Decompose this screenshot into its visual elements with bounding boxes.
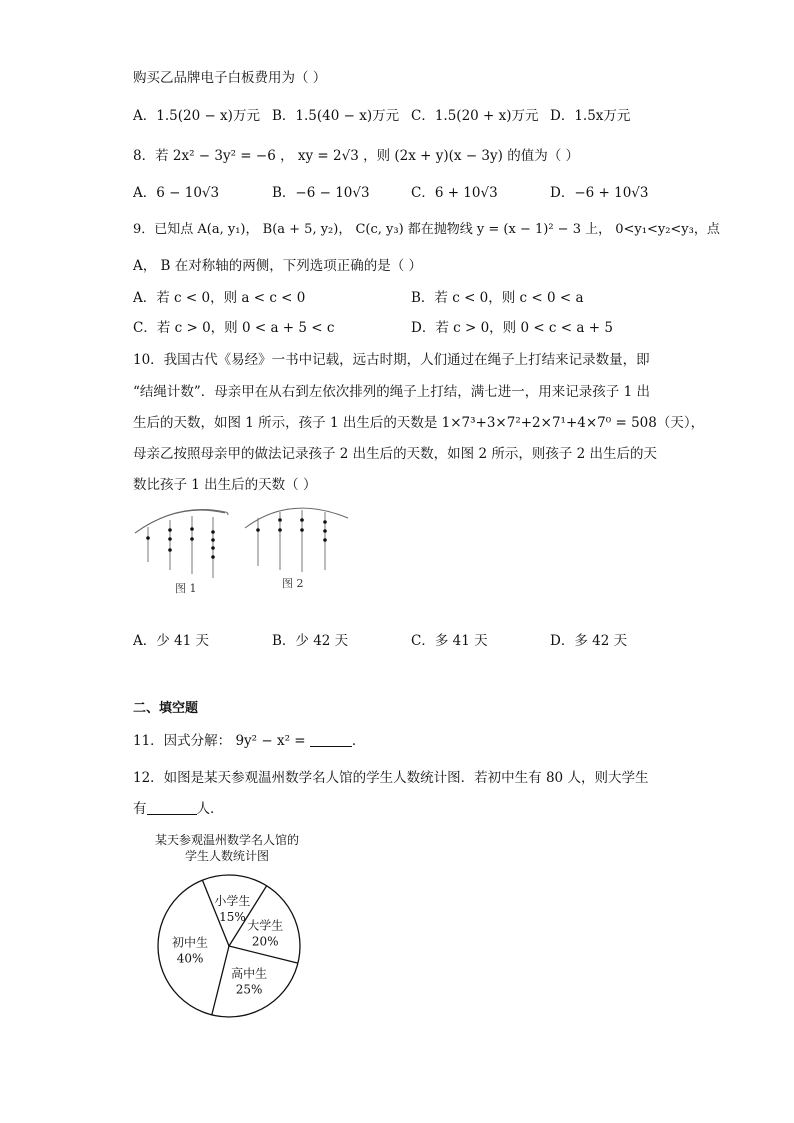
q12-prefix: 有 — [133, 801, 147, 817]
section-heading: 二、填空题 — [133, 701, 199, 716]
pie-label-high-school: 高中生 — [231, 966, 268, 981]
figure-1 — [135, 510, 228, 595]
pie-chart — [140, 828, 320, 1018]
pie-value-primary: 15% — [219, 910, 246, 925]
fig1-knot — [190, 527, 194, 531]
q9-line1: 9．已知点 A(a, y₁)， B(a + 5, y₂)， C(c, y₃) 都在抛物线 y = (x − 1)² − 3 上， 0<y₁<y₂<y₃，点 — [133, 222, 720, 237]
q9-option-d: D．若 c > 0，则 0 < c < a + 5 — [411, 320, 613, 336]
q12-suffix: 人． — [196, 801, 224, 817]
q11-prefix: 11．因式分解： 9y² − x² = — [133, 733, 306, 749]
fig2-knot — [323, 538, 327, 542]
fig1-knot — [168, 537, 172, 541]
fig1-rope-arc — [135, 510, 228, 533]
q7-option-d: D．1.5x万元 — [550, 108, 631, 124]
q9-option-c: C．若 c > 0，则 0 < a + 5 < c — [133, 320, 335, 336]
fig1-knot — [211, 555, 215, 559]
q11-suffix: ． — [351, 733, 366, 749]
q8-stem: 8．若 2x² − 3y² = −6 ， xy = 2√3 ，则 (2x + y)(x − 3y) 的值为（ ） — [133, 148, 579, 164]
q12-line1: 12．如图是某天参观温州数学名人馆的学生人数统计图．若初中生有 80 人，则大学生 — [133, 770, 649, 786]
q11-answer-blank[interactable] — [310, 732, 352, 747]
pie-value-middle-school: 40% — [176, 951, 204, 966]
q10-line2: “结绳计数”．母亲甲在从右到左依次排列的绳子上打结，满七进一，用来记录孩子 1 出 — [133, 384, 650, 400]
fig2-knot — [300, 528, 304, 532]
pie-label-middle-school: 初中生 — [172, 935, 209, 950]
fig2-knot — [278, 518, 282, 522]
q10-option-d: D．多 42 天 — [550, 633, 628, 649]
q10-line5: 数比孩子 1 出生后的天数（ ） — [133, 477, 317, 493]
q7-option-a: A．1.5(20 − x)万元 — [133, 108, 260, 124]
q9-option-b: B．若 c < 0，则 c < 0 < a — [411, 290, 584, 306]
fig1-knot — [168, 548, 172, 552]
pie-labels — [172, 893, 283, 996]
fig1-knot — [146, 536, 150, 540]
pie-label-primary: 小学生 — [214, 894, 251, 909]
pie-value-university: 20% — [251, 934, 279, 949]
chart-title-line2: 学生人数统计图 — [184, 849, 270, 863]
q10-line4: 母亲乙按照母亲甲的做法记录孩子 2 出生后的天数，如图 2 所示，则孩子 2 出生后的天 — [133, 446, 658, 462]
fig1-knot — [190, 537, 194, 541]
q10-line3: 生后的天数，如图 1 所示，孩子 1 出生后的天数是 1×7³+3×7²+2×7¹+4×7⁰ = 508（天）， — [133, 415, 705, 431]
fig2-knot — [323, 520, 327, 524]
q10-line1: 10．我国古代《易经》一书中记载，远古时期，人们通过在绳子上打结来记录数量，即 — [133, 352, 650, 368]
q8-option-a: A．6 − 10√3 — [133, 185, 220, 201]
fig2-arc — [245, 508, 348, 528]
q12-answer-blank[interactable] — [147, 800, 197, 815]
q11-line — [133, 729, 365, 749]
knot-figures — [130, 500, 360, 605]
fig1-knot — [211, 546, 215, 550]
q10-option-b: B．少 42 天 — [272, 633, 349, 649]
q10-option-a: A．少 41 天 — [133, 633, 210, 649]
q7-tail-text: 购买乙品牌电子白板费用为（ ） — [133, 70, 327, 86]
q8-option-d: D．−6 + 10√3 — [550, 185, 649, 201]
q8-option-b: B．−6 − 10√3 — [272, 185, 370, 201]
pie-label-university: 大学生 — [247, 918, 284, 933]
chart-title-line1: 某天参观温州数学名人馆的 — [154, 833, 300, 847]
fig2-label: 图 2 — [282, 577, 304, 590]
fig1-label: 图 1 — [175, 582, 197, 595]
pie-slice-middle-school-edge — [212, 946, 229, 1015]
pie-value-high-school: 25% — [235, 982, 263, 997]
q10-option-c: C．多 41 天 — [411, 633, 488, 649]
pie-slice-high-school-edge — [229, 946, 298, 963]
fig2-knot — [278, 528, 282, 532]
q7-option-b: B．1.5(40 − x)万元 — [272, 108, 400, 124]
fig2-knot — [300, 518, 304, 522]
q9-option-a: A．若 c < 0，则 a < c < 0 — [133, 290, 306, 306]
fig1-knot — [211, 538, 215, 542]
q12-line2 — [133, 797, 224, 817]
q7-option-c: C．1.5(20 + x)万元 — [411, 108, 539, 124]
fig2-knot — [323, 529, 327, 533]
q8-option-c: C．6 + 10√3 — [411, 185, 498, 201]
fig1-knot — [168, 528, 172, 532]
figure-2 — [245, 508, 348, 590]
q9-line2: A， B 在对称轴的两侧，下列选项正确的是（ ） — [133, 258, 423, 274]
fig1-knot — [211, 530, 215, 534]
fig2-knot — [256, 528, 260, 532]
